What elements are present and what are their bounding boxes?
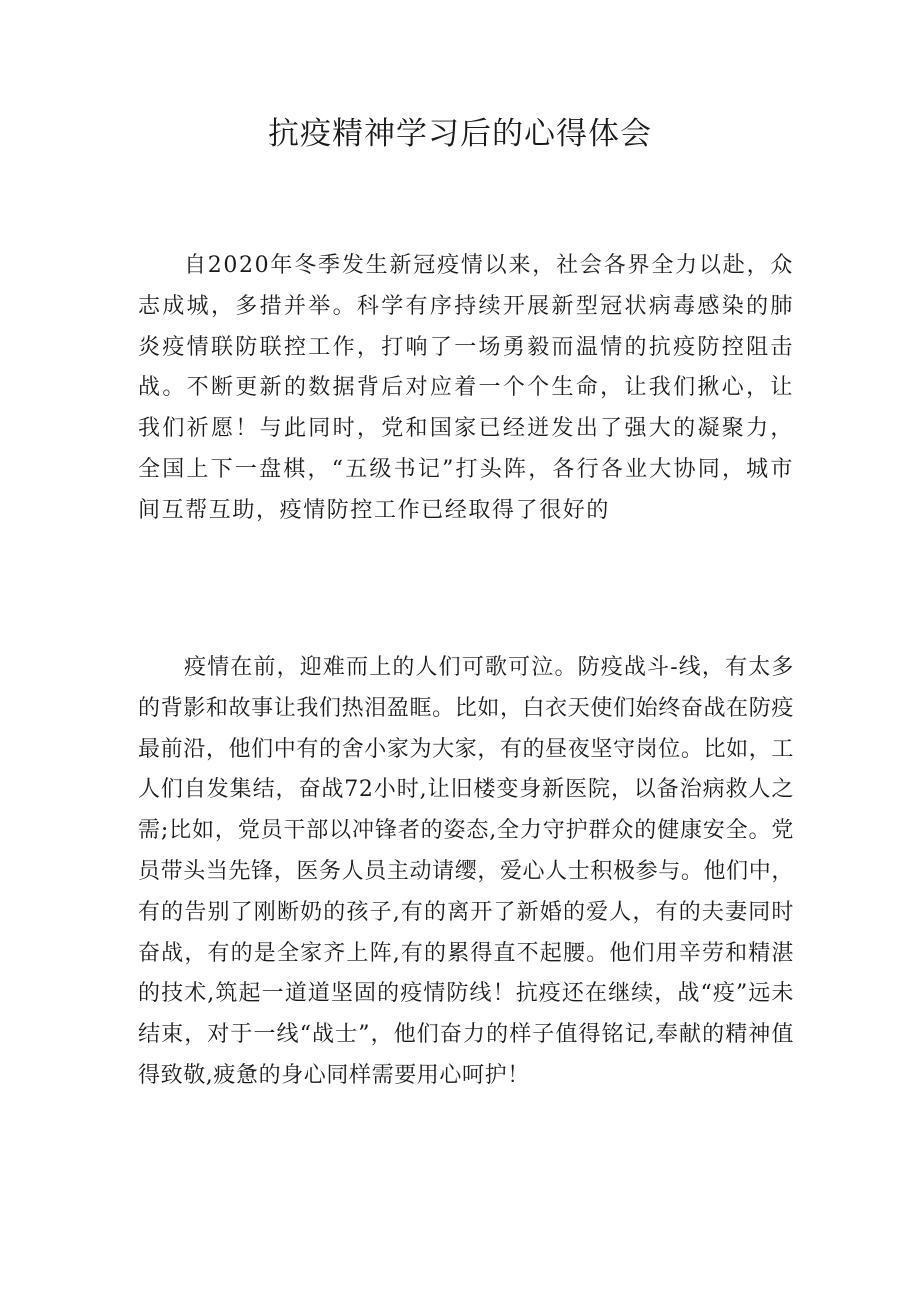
document-title: 抗疫精神学习后的心得体会	[268, 116, 652, 152]
body-paragraph-2: 疫情在前，迎难而上的人们可歌可泣。防疫战斗-线，有太多的背影和故事让我们热泪盈眶。比如，白衣天使们始终奋战在防疫最前沿，他们中有的舍小家为大家，有的昼夜坚守岗位。比如，工人们自发集结，奋战72小时,让旧楼变身新医院，以备治病救人之需;比如，党员干部以冲锋者的姿态,全力守护群众的健康安全。党员带头当先锋，医务人员主动请缨，爱心人士积极参与。他们中，有的告别了刚断奶的孩子,有的离开了新婚的爱人，有的夫妻同时奋战，有的是全家齐上阵,有的累得直不起腰。他们用辛劳和精湛的技术,筑起一道道坚固的疫情防线！抗疫还在继续，战“疫”远未结束，对于一线“战士”，他们奋力的样子值得铭记,奉献的精神值得致敬,疲惫的身心同样需要用心呵护！	[138, 655, 794, 1088]
body-paragraph-1: 自2020年冬季发生新冠疫情以来，社会各界全力以赴，众志成城，多措并举。科学有序持续开展新型冠状病毒感染的肺炎疫情联防联控工作，打响了一场勇毅而温情的抗疫防控阻击战。不断更新的数据背后对应着一个个生命，让我们揪心，让我们祈愿！与此同时，党和国家已经迸发出了强大的凝聚力，全国上下一盘棋，“五级书记”打头阵，各行各业大协同，城市间互帮互助，疫情防控工作已经取得了很好的	[138, 253, 794, 523]
